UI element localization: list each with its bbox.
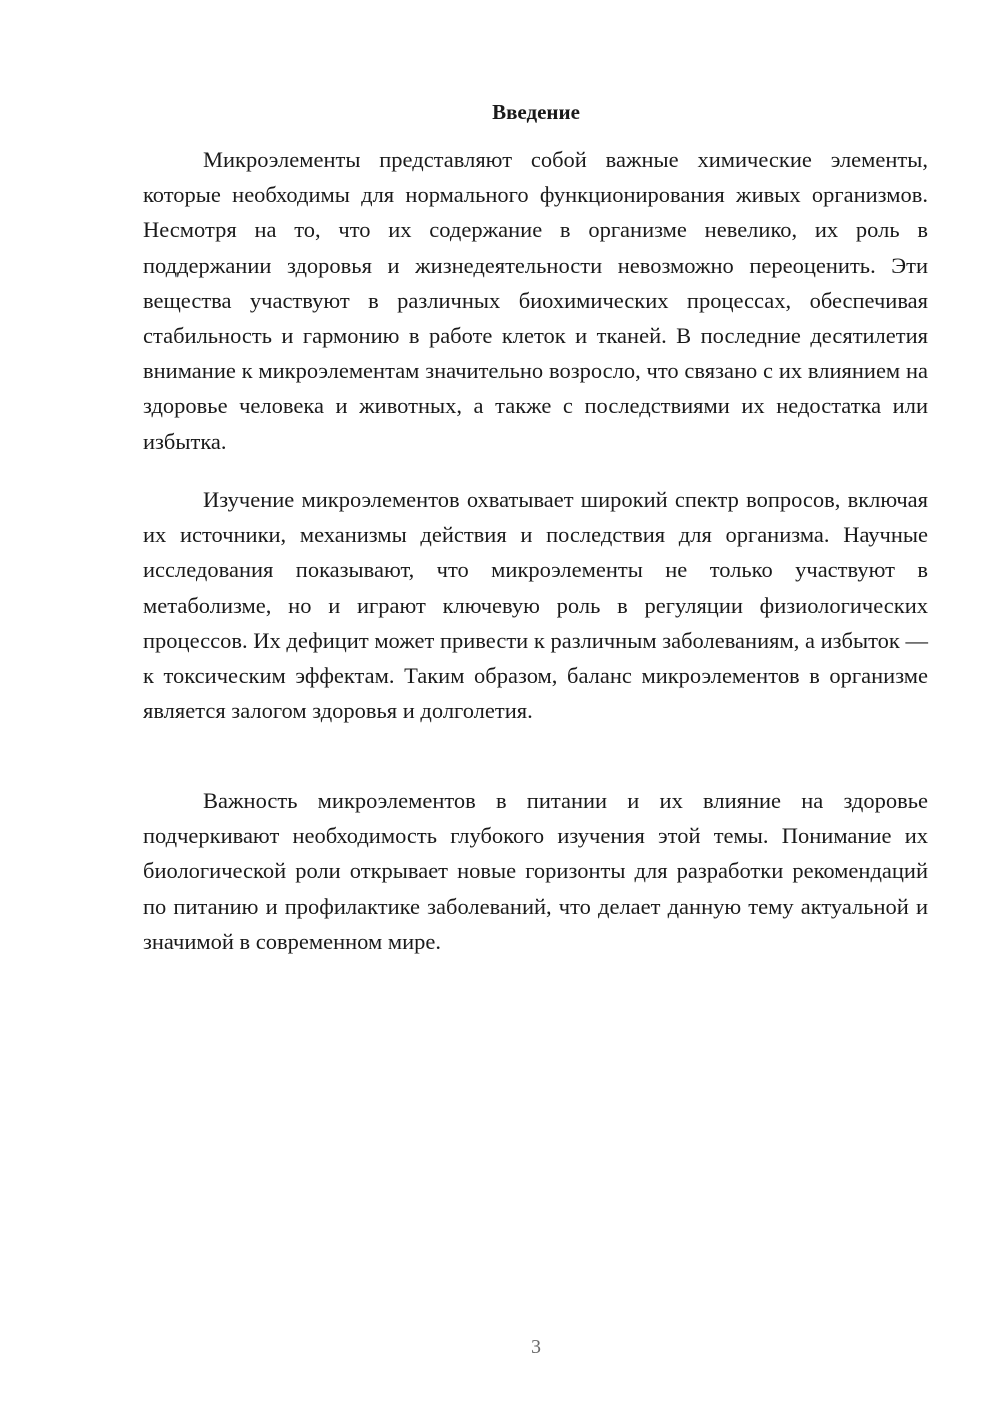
section-title: Введение: [492, 100, 580, 124]
page-number: 3: [531, 1336, 541, 1358]
paragraph-1: Микроэлементы представляют собой важные химические элементы, которые необходимы для нормального функционирования живых организмов. Несмотря на то, что их содержание в организме невелико, их роль в поддержании здоровья и жизнедеятельности невозможно переоценить. Эти вещества участвуют в различных биохимических процессах, обеспечивая стабильность и гармонию в работе клеток и тканей. В последние десятилетия внимание к микроэлементам значительно возросло, что связано с их влиянием на здоровье человека и животных, а также с последствиями их недостатка или избытка.: [143, 147, 928, 454]
paragraph-2: Изучение микроэлементов охватывает широкий спектр вопросов, включая их источники, механизмы действия и последствия для организма. Научные исследования показывают, что микроэлементы не только участвуют в метаболизме, но и играют ключевую роль в регуляции физиологических процессов. Их дефицит может привести к различным заболеваниям, а избыток — к токсическим эффектам. Таким образом, баланс микроэлементов в организме является залогом здоровья и долголетия.: [143, 487, 928, 724]
paragraph-3: Важность микроэлементов в питании и их влияние на здоровье подчеркивают необходимость глубокого изучения этой темы. Понимание их биологической роли открывает новые горизонты для разработки рекомендаций по питанию и профилактике заболеваний, что делает данную тему актуальной и значимой в современном мире.: [143, 788, 928, 954]
